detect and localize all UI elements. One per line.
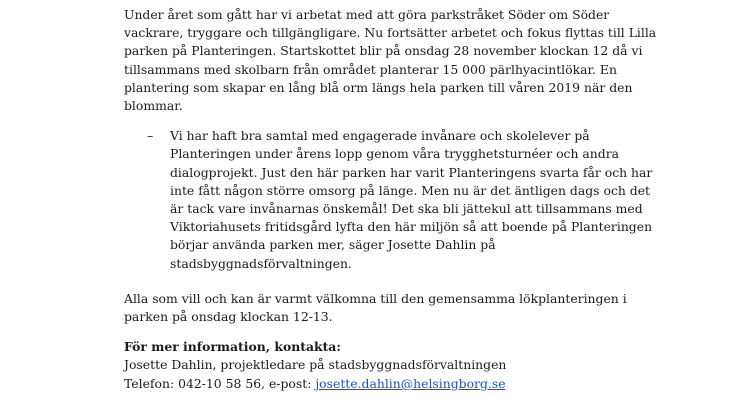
contact-heading: För mer information, kontakta: bbox=[124, 339, 341, 355]
press-release-body bbox=[124, 6, 664, 393]
quote-block bbox=[147, 127, 664, 273]
invite-paragraph: Alla som vill och kan är varmt välkomna till den gemensamma lökplanteringen i parken på onsdag klockan 12-13. bbox=[124, 290, 627, 325]
quote-dash: – bbox=[147, 128, 154, 144]
email-link[interactable]: josette.dahlin@helsingborg.se bbox=[315, 375, 506, 391]
contact-name-line: Josette Dahlin, projektledare på stadsbyggnadsförvaltningen bbox=[124, 357, 507, 373]
quote-text: Vi har haft bra samtal med engagerade invånare och skolelever på Planteringen under årens lopp genom våra trygghetsturnéer och andra dialogprojekt. Just den här parken har varit Planteringens svarta får och har inte fått någon större omsorg på länge. Men nu är det äntligen dags och det är tack vare invånarnas önskemål! Det ska bli jättekul att tillsammans med Viktoriahusets fritidsgård lyfta den här miljön så att boende på Planteringen börjar använda parken mer, säger Josette Dahlin på stadsbyggnadsförvaltningen. bbox=[170, 128, 653, 271]
intro-paragraph: Under året som gått har vi arbetat med att göra parkstråket Söder om Söder vackrare, tryggare och tillgängligare. Nu fortsätter arbetet och fokus flyttas till Lilla parken på Planteringen. Startskottet blir på onsdag 28 november klockan 12 då vi tillsammans med skolbarn från området planterar 15 000 pärlhyacintlökar. En plantering som skapar en lång blå orm längs hela parken till våren 2019 när den blommar. bbox=[124, 7, 657, 114]
contact-phone-line bbox=[124, 375, 664, 393]
contact-section bbox=[124, 338, 664, 393]
contact-phone: Telefon: 042-10 58 56, e-post: bbox=[124, 375, 316, 391]
